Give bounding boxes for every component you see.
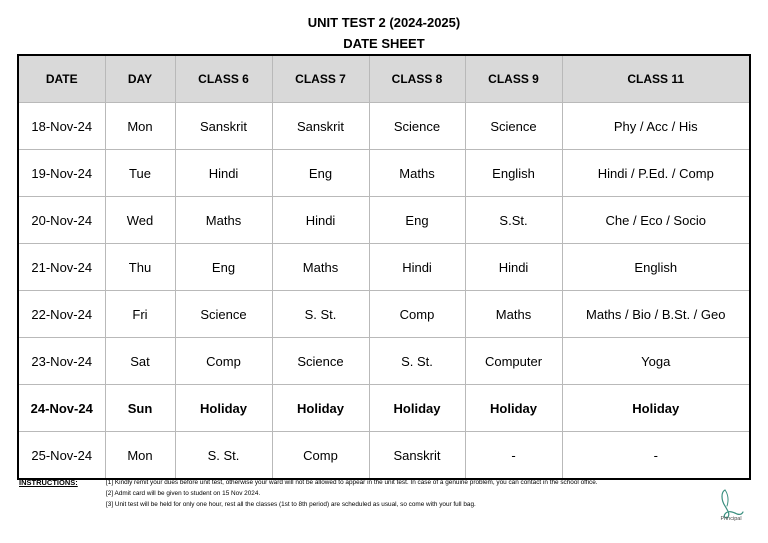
class-6-cell: Science [175, 291, 272, 338]
class-8-cell: Hindi [369, 244, 465, 291]
class-7-cell: Eng [272, 150, 369, 197]
table-row [18, 338, 750, 385]
class-9-cell: Holiday [465, 385, 562, 432]
class-6-cell: Maths [175, 197, 272, 244]
table-row [18, 291, 750, 338]
class-7-cell: Comp [272, 432, 369, 480]
day-cell: Wed [105, 197, 175, 244]
class-6-cell: Hindi [175, 150, 272, 197]
class-9-cell: English [465, 150, 562, 197]
class-8-cell: Sanskrit [369, 432, 465, 480]
column-header-class-11: CLASS 11 [562, 55, 750, 103]
instruction-item: [2] Admit card will be given to student on 15 Nov 2024. [106, 490, 261, 497]
column-header-class-9: CLASS 9 [465, 55, 562, 103]
column-header-class-6: CLASS 6 [175, 55, 272, 103]
day-cell: Sun [105, 385, 175, 432]
instruction-item: [3] Unit test will be held for only one hour, rest all the classes (1st to 8th period) are scheduled as usual, so come with your full bag. [106, 501, 476, 508]
class-9-cell: Maths [465, 291, 562, 338]
date-cell: 25-Nov-24 [18, 432, 105, 480]
sheet-title: UNIT TEST 2 (2024-2025) [307, 15, 461, 30]
class-8-cell: Science [369, 103, 465, 150]
class-11-cell: - [562, 432, 750, 480]
day-cell: Fri [105, 291, 175, 338]
class-8-cell: Eng [369, 197, 465, 244]
class-6-cell: Eng [175, 244, 272, 291]
class-7-cell: Science [272, 338, 369, 385]
date-cell: 22-Nov-24 [18, 291, 105, 338]
class-11-cell: Yoga [562, 338, 750, 385]
column-header-day: DAY [105, 55, 175, 103]
class-8-cell: Holiday [369, 385, 465, 432]
holiday-row [18, 385, 750, 432]
class-9-cell: Hindi [465, 244, 562, 291]
column-header-class-7: CLASS 7 [272, 55, 369, 103]
day-cell: Thu [105, 244, 175, 291]
date-cell: 18-Nov-24 [18, 103, 105, 150]
class-7-cell: Sanskrit [272, 103, 369, 150]
date-cell: 24-Nov-24 [18, 385, 105, 432]
class-6-cell: Sanskrit [175, 103, 272, 150]
class-11-cell: Hindi / P.Ed. / Comp [562, 150, 750, 197]
class-8-cell: Maths [369, 150, 465, 197]
day-cell: Mon [105, 432, 175, 480]
table-row [18, 432, 750, 480]
date-cell: 20-Nov-24 [18, 197, 105, 244]
table-row [18, 103, 750, 150]
class-7-cell: S. St. [272, 291, 369, 338]
principal-label: Principal [720, 516, 742, 522]
class-11-cell: English [562, 244, 750, 291]
column-header-class-8: CLASS 8 [369, 55, 465, 103]
column-header-date: DATE [18, 55, 105, 103]
instructions-label: INSTRUCTIONS: [19, 478, 78, 487]
class-7-cell: Hindi [272, 197, 369, 244]
table-row [18, 150, 750, 197]
date-cell: 23-Nov-24 [18, 338, 105, 385]
table-row [18, 244, 750, 291]
signature-stroke [722, 490, 743, 518]
day-cell: Sat [105, 338, 175, 385]
date-cell: 19-Nov-24 [18, 150, 105, 197]
day-cell: Tue [105, 150, 175, 197]
day-cell: Mon [105, 103, 175, 150]
instruction-item: [1] Kindly remit your dues before unit test, otherwise your ward will not be allowed to appear in the unit test. In case of a genuine problem, you can contact in the school office. [106, 479, 598, 486]
signature-loop [725, 490, 728, 506]
class-11-cell: Che / Eco / Socio [562, 197, 750, 244]
class-7-cell: Holiday [272, 385, 369, 432]
date-cell: 21-Nov-24 [18, 244, 105, 291]
class-6-cell: Holiday [175, 385, 272, 432]
class-9-cell: - [465, 432, 562, 480]
class-6-cell: S. St. [175, 432, 272, 480]
class-8-cell: S. St. [369, 338, 465, 385]
class-9-cell: S.St. [465, 197, 562, 244]
sheet-subtitle: DATE SHEET [343, 36, 425, 51]
class-6-cell: Comp [175, 338, 272, 385]
class-9-cell: Science [465, 103, 562, 150]
class-8-cell: Comp [369, 291, 465, 338]
table-header-row [18, 55, 750, 103]
date-sheet-table [17, 54, 751, 480]
class-7-cell: Maths [272, 244, 369, 291]
class-11-cell: Maths / Bio / B.St. / Geo [562, 291, 750, 338]
table-row [18, 197, 750, 244]
class-11-cell: Holiday [562, 385, 750, 432]
class-9-cell: Computer [465, 338, 562, 385]
class-11-cell: Phy / Acc / His [562, 103, 750, 150]
instructions-list [106, 478, 746, 510]
